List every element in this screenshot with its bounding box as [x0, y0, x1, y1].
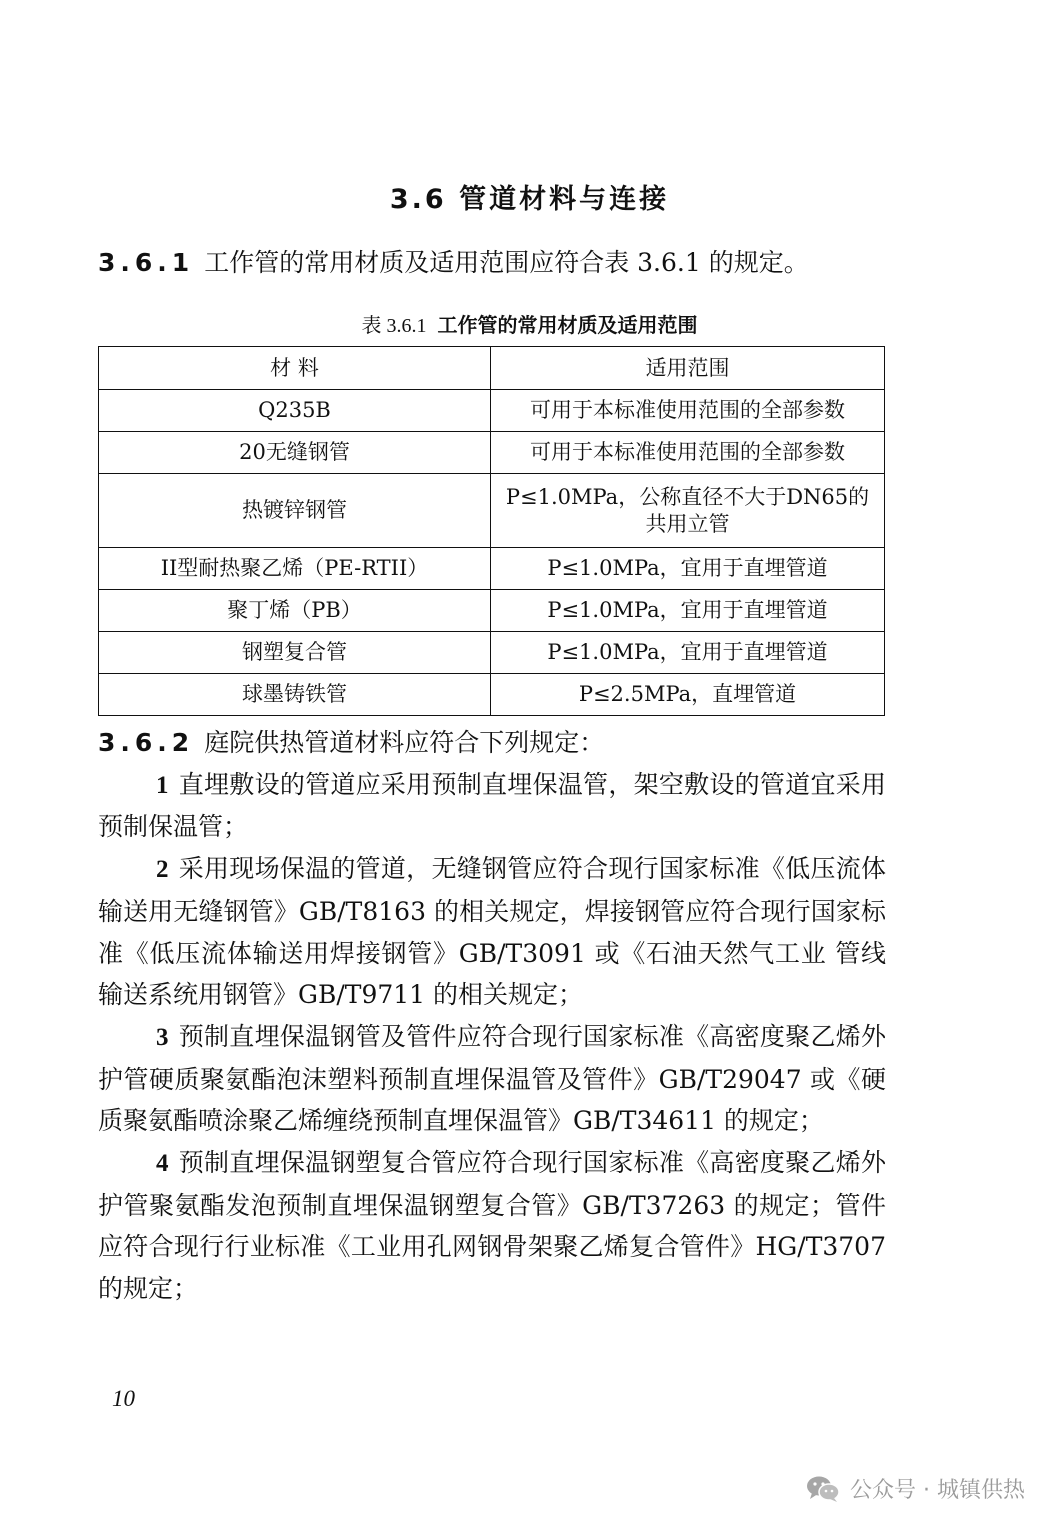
watermark: [806, 1473, 1025, 1504]
clause-intro: [98, 722, 886, 764]
table-row: [99, 674, 885, 716]
material-cell: 20无缝钢管: [99, 432, 491, 474]
clause-text: 工作管的常用材质及适用范围应符合表 3.6.1 的规定。: [204, 248, 809, 277]
list-item: [98, 1142, 886, 1310]
scope-cell: 可用于本标准使用范围的全部参数: [491, 390, 885, 432]
item-number: 3: [156, 1023, 169, 1051]
item-text: 预制直埋保温钢塑复合管应符合现行国家标准《高密度聚乙烯外护管聚氨酯发泡预制直埋保温钢塑复合管》GB/T37263 的规定；管件应符合现行行业标准《工业用孔网钢骨架聚乙烯复合管件》HG/T3707 的规定；: [98, 1148, 886, 1304]
material-cell: 钢塑复合管: [99, 632, 491, 674]
table-row: [99, 390, 885, 432]
scope-cell: P≤1.0MPa，宜用于直埋管道: [491, 632, 885, 674]
clause-3-6-2: [98, 722, 886, 1310]
page-number: 10: [112, 1386, 135, 1411]
watermark-text: 公众号 · 城镇供热: [850, 1478, 1025, 1503]
list-item: [98, 848, 886, 1016]
table-header-row: [99, 347, 885, 390]
table-row: [99, 632, 885, 674]
section-title: 3.6 管道材料与连接: [389, 184, 670, 215]
list-item: [98, 764, 886, 848]
item-text: 预制直埋保温钢管及管件应符合现行国家标准《高密度聚乙烯外护管硬质聚氨酯泡沫塑料预制直埋保温管及管件》GB/T29047 或《硬质聚氨酯喷涂聚乙烯缠绕预制直埋保温管》GB/T34611 的规定；: [98, 1021, 886, 1136]
table-row: [99, 474, 885, 548]
material-cell: Q235B: [99, 390, 491, 432]
materials-table: [98, 346, 885, 716]
clause-number: 3.6.1: [98, 248, 195, 277]
header-scope: 适用范围: [491, 347, 885, 390]
table-caption-number: 表 3.6.1: [361, 315, 427, 337]
scope-cell: 可用于本标准使用范围的全部参数: [491, 432, 885, 474]
table-row: [99, 548, 885, 590]
table-caption: [0, 308, 1059, 343]
item-text: 直埋敷设的管道应采用预制直埋保温管，架空敷设的管道宜采用预制保温管；: [98, 769, 886, 842]
item-text: 采用现场保温的管道，无缝钢管应符合现行国家标准《低压流体输送用无缝钢管》GB/T8163 的相关规定，焊接钢管应符合现行国家标准《低压流体输送用焊接钢管》GB/T3091 或《石油天然气工业 管线输送系统用钢管》GB/T9711 的相关规定；: [98, 854, 886, 1010]
item-number: 4: [156, 1150, 169, 1178]
list-item: [98, 1016, 886, 1142]
clause-text: 庭院供热管道材料应符合下列规定：: [204, 728, 605, 757]
table-row: [99, 432, 885, 474]
clause-number: 3.6.2: [98, 728, 195, 757]
wechat-icon: [806, 1475, 840, 1503]
material-cell: II型耐热聚乙烯（PE-RTII）: [99, 548, 491, 590]
table-caption-title: 工作管的常用材质及适用范围: [437, 313, 698, 337]
clause-3-6-1: [98, 242, 886, 284]
scope-cell: P≤1.0MPa，宜用于直埋管道: [491, 548, 885, 590]
table-row: [99, 590, 885, 632]
item-number: 1: [156, 771, 169, 799]
header-material: 材 料: [99, 347, 491, 390]
material-cell: 热镀锌钢管: [99, 474, 491, 548]
scope-cell: P≤2.5MPa，直埋管道: [491, 674, 885, 716]
material-cell: 聚丁烯（PB）: [99, 590, 491, 632]
scope-cell: P≤1.0MPa，公称直径不大于DN65的共用立管: [491, 474, 885, 548]
item-number: 2: [156, 856, 169, 884]
scope-cell: P≤1.0MPa，宜用于直埋管道: [491, 590, 885, 632]
material-cell: 球墨铸铁管: [99, 674, 491, 716]
